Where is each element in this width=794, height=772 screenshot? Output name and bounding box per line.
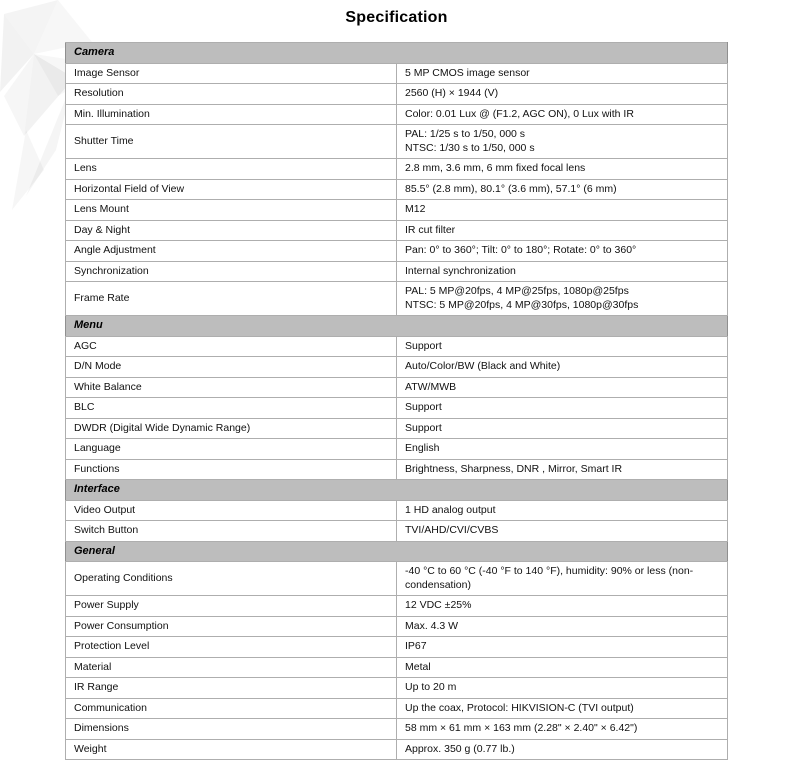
spec-value bbox=[397, 698, 728, 719]
spec-row bbox=[66, 500, 728, 521]
spec-value bbox=[397, 562, 728, 596]
spec-row bbox=[66, 282, 728, 316]
spec-value bbox=[397, 241, 728, 262]
spec-row bbox=[66, 596, 728, 617]
spec-value bbox=[397, 104, 728, 125]
spec-row bbox=[66, 336, 728, 357]
spec-value bbox=[397, 616, 728, 637]
section-header-row bbox=[66, 541, 728, 562]
section-title: Menu bbox=[66, 316, 728, 337]
value-line: Pan: 0° to 360°; Tilt: 0° to 180°; Rotate: 0° to 360° bbox=[405, 244, 637, 256]
spec-value bbox=[397, 439, 728, 460]
spec-label: AGC bbox=[66, 336, 397, 357]
value-line: Support bbox=[405, 339, 442, 352]
spec-value bbox=[397, 200, 728, 221]
spec-label: Material bbox=[66, 657, 397, 678]
value-line: 1 HD analog output bbox=[405, 503, 496, 516]
spec-label: Angle Adjustment bbox=[66, 241, 397, 262]
spec-label: Operating Conditions bbox=[66, 562, 397, 596]
spec-row bbox=[66, 125, 728, 159]
spec-value bbox=[397, 159, 728, 180]
spec-value bbox=[397, 678, 728, 699]
spec-label: Functions bbox=[66, 459, 397, 480]
spec-label: Power Supply bbox=[66, 596, 397, 617]
spec-label: Image Sensor bbox=[66, 63, 397, 84]
spec-label: Synchronization bbox=[66, 261, 397, 282]
spec-row bbox=[66, 104, 728, 125]
spec-label: Frame Rate bbox=[66, 282, 397, 316]
value-line: English bbox=[405, 442, 440, 454]
spec-row bbox=[66, 521, 728, 542]
value-line: Support bbox=[405, 401, 442, 413]
spec-row bbox=[66, 739, 728, 760]
spec-row bbox=[66, 719, 728, 740]
spec-label: Power Consumption bbox=[66, 616, 397, 637]
spec-value bbox=[397, 719, 728, 740]
spec-row bbox=[66, 63, 728, 84]
value-line: IR cut filter bbox=[405, 223, 456, 236]
spec-value bbox=[397, 84, 728, 105]
value-line: Support bbox=[405, 421, 442, 434]
spec-value bbox=[397, 418, 728, 439]
spec-value bbox=[397, 282, 728, 316]
spec-value bbox=[397, 500, 728, 521]
spec-value bbox=[397, 377, 728, 398]
spec-row bbox=[66, 159, 728, 180]
value-line: PAL: 5 MP@20fps, 4 MP@25fps, 1080p@25fps bbox=[405, 285, 629, 297]
spec-row bbox=[66, 439, 728, 460]
spec-value bbox=[397, 459, 728, 480]
spec-label: Lens bbox=[66, 159, 397, 180]
spec-value bbox=[397, 521, 728, 542]
value-line: 85.5° (2.8 mm), 80.1° (3.6 mm), 57.1° (6 mm) bbox=[405, 182, 617, 195]
spec-row bbox=[66, 678, 728, 699]
spec-label: Communication bbox=[66, 698, 397, 719]
spec-value bbox=[397, 637, 728, 658]
value-line: Max. 4.3 W bbox=[405, 619, 459, 632]
value-line: 5 MP CMOS image sensor bbox=[405, 66, 530, 79]
spec-row bbox=[66, 637, 728, 658]
value-line: Internal synchronization bbox=[405, 264, 516, 277]
spec-label: IR Range bbox=[66, 678, 397, 699]
spec-value bbox=[397, 261, 728, 282]
spec-label: Day & Night bbox=[66, 220, 397, 241]
spec-label: Min. Illumination bbox=[66, 104, 397, 125]
value-line: 58 mm × 61 mm × 163 mm (2.28" × 2.40" × 6.42") bbox=[405, 722, 638, 734]
spec-row bbox=[66, 377, 728, 398]
value-line: M12 bbox=[405, 203, 426, 215]
spec-value bbox=[397, 336, 728, 357]
spec-value bbox=[397, 657, 728, 678]
value-line: Metal bbox=[405, 660, 431, 673]
spec-row bbox=[66, 418, 728, 439]
spec-table-body bbox=[66, 43, 728, 760]
section-title: General bbox=[66, 541, 728, 562]
value-line: Up the coax, Protocol: HIKVISION-C (TVI output) bbox=[405, 701, 634, 714]
spec-row bbox=[66, 200, 728, 221]
spec-value bbox=[397, 179, 728, 200]
value-line: ATW/MWB bbox=[405, 380, 457, 393]
section-header-row bbox=[66, 480, 728, 501]
spec-row bbox=[66, 241, 728, 262]
spec-label: Weight bbox=[66, 739, 397, 760]
spec-label: Lens Mount bbox=[66, 200, 397, 221]
value-line: NTSC: 1/30 s to 1/50, 000 s bbox=[405, 141, 535, 154]
spec-row bbox=[66, 459, 728, 480]
value-line: PAL: 1/25 s to 1/50, 000 s bbox=[405, 128, 526, 140]
spec-row bbox=[66, 698, 728, 719]
value-line: 2.8 mm, 3.6 mm, 6 mm fixed focal lens bbox=[405, 162, 586, 174]
spec-label: White Balance bbox=[66, 377, 397, 398]
spec-label: Language bbox=[66, 439, 397, 460]
spec-label: Shutter Time bbox=[66, 125, 397, 159]
spec-label: BLC bbox=[66, 398, 397, 419]
spec-row bbox=[66, 179, 728, 200]
value-line: 2560 (H) × 1944 (V) bbox=[405, 87, 499, 99]
value-line: Up to 20 m bbox=[405, 681, 457, 693]
spec-value bbox=[397, 739, 728, 760]
spec-label: Horizontal Field of View bbox=[66, 179, 397, 200]
spec-row bbox=[66, 84, 728, 105]
spec-row bbox=[66, 357, 728, 378]
value-line: TVI/AHD/CVI/CVBS bbox=[405, 524, 499, 536]
spec-table bbox=[65, 42, 728, 760]
spec-label: Protection Level bbox=[66, 637, 397, 658]
value-line: Auto/Color/BW (Black and White) bbox=[405, 360, 561, 372]
spec-row bbox=[66, 562, 728, 596]
section-title: Interface bbox=[66, 480, 728, 501]
spec-label: Video Output bbox=[66, 500, 397, 521]
spec-value bbox=[397, 596, 728, 617]
spec-value bbox=[397, 125, 728, 159]
spec-value bbox=[397, 357, 728, 378]
section-title: Camera bbox=[66, 43, 728, 64]
section-header-row bbox=[66, 43, 728, 64]
value-line: NTSC: 5 MP@20fps, 4 MP@30fps, 1080p@30fps bbox=[405, 298, 639, 311]
spec-label: Dimensions bbox=[66, 719, 397, 740]
value-line: 12 VDC ±25% bbox=[405, 599, 472, 611]
value-line: -40 °C to 60 °C (-40 °F to 140 °F), humidity: 90% or less (non-condensation) bbox=[405, 565, 694, 591]
spec-value bbox=[397, 63, 728, 84]
value-line: IP67 bbox=[405, 640, 427, 652]
value-line: Brightness, Sharpness, DNR , Mirror, Smart IR bbox=[405, 462, 623, 475]
value-line: Color: 0.01 Lux @ (F1.2, AGC ON), 0 Lux with IR bbox=[405, 107, 634, 120]
page-title: Specification bbox=[345, 9, 448, 26]
spec-row bbox=[66, 657, 728, 678]
spec-value bbox=[397, 220, 728, 241]
spec-row bbox=[66, 398, 728, 419]
spec-label: D/N Mode bbox=[66, 357, 397, 378]
spec-row bbox=[66, 616, 728, 637]
spec-value bbox=[397, 398, 728, 419]
spec-label: Resolution bbox=[66, 84, 397, 105]
spec-label: DWDR (Digital Wide Dynamic Range) bbox=[66, 418, 397, 439]
spec-label: Switch Button bbox=[66, 521, 397, 542]
spec-row bbox=[66, 261, 728, 282]
section-header-row bbox=[66, 316, 728, 337]
spec-row bbox=[66, 220, 728, 241]
value-line: Approx. 350 g (0.77 lb.) bbox=[405, 742, 515, 755]
